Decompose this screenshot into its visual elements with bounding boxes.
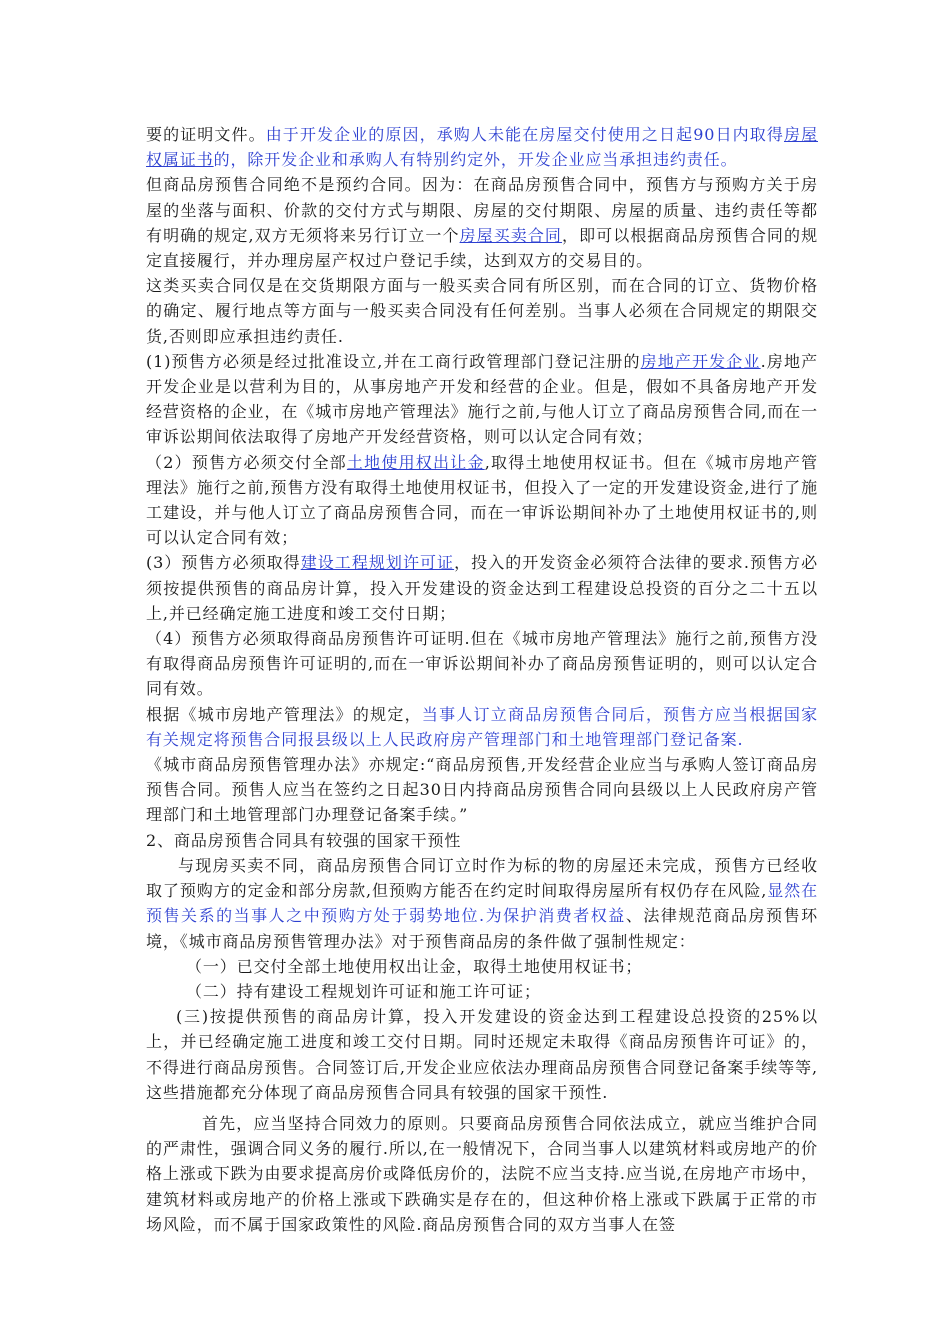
text: 、法律规范商品房预售环境，《城市商品房预售管理办法》对于预售商品房的条件做了强制性规定：: [146, 906, 818, 951]
highlighted-text: 当事人订立商品房预售合同后，预售方应当根据国家有关规定将预售合同报县级以上人民政府房产管理部门和土地管理部门登记备案.: [146, 704, 818, 749]
text: 与现房买卖不同，商品房预售合同订立时作为标的物的房屋还未完成，预售方已经收取了预购方的定金和部分房款,但预购方能否在约定时间取得房屋所有权仍存在风险,: [146, 855, 818, 901]
paragraph-9: 《城市商品房预售管理办法》亦规定:“商品房预售,开发经营企业应当与承购人签订商品房预售合同。预售人应当在签约之日起30日内持商品房预售合同向县级以上人民政府房产管理部门和土地管理部门办理登记备案手续。”: [146, 755, 818, 825]
paragraph-8: [146, 702, 818, 752]
paragraph-7: （4）预售方必须取得商品房预售许可证明.但在《城市房地产管理法》施行之前,预售方没有取得商品房预售许可证明的,而在一审诉讼期间补办了商品房预售证明的，则可以认定合同有效。: [146, 629, 818, 699]
paragraph-6: [146, 550, 818, 626]
link-real-estate-developer[interactable]: 房地产开发企业: [640, 351, 761, 371]
link-planning-permit[interactable]: 建设工程规划许可证: [300, 553, 455, 573]
highlighted-text: 由于开发企业的原因，承购人未能在房屋交付使用之日起90日内取得: [265, 125, 784, 144]
paragraph-5: [146, 450, 818, 551]
list-item-3: (三)按提供预售的商品房计算，投入开发建设的资金达到工程建设总投资的25%以上，并已经确定施工进度和竣工交付日期。同时还规定未取得《商品房预售许可证》的，不得进行商品房预售。合同签订后,开发企业应依法办理商品房预售合同登记备案手续等等,这些措施都充分体现了商品房预售合同具有较强的国家干预性.: [146, 1007, 818, 1102]
paragraph-11: [146, 853, 818, 954]
text: (1)预售方必须是经过批准设立,并在工商行政管理部门登记注册的: [146, 351, 641, 371]
text: 要的证明文件。: [146, 125, 266, 144]
text: ，即可以根据商品房预售合同的规定直接履行，并办理房屋产权过户登记手续，达到双方的交易目的。: [146, 225, 818, 271]
paragraph-2: [146, 172, 818, 273]
paragraph-3: 这类买卖合同仅是在交货期限方面与一般买卖合同有所区别，而在合同的订立、货物价格的确定、履行地点等方面与一般买卖合同没有任何差别。当事人必须在合同规定的期限交货,否则即应承担违约责任.: [146, 276, 818, 346]
list-item-1: （一）已交付全部土地使用权出让金，取得土地使用权证书；: [186, 956, 643, 976]
link-land-transfer-fee[interactable]: 土地使用权出让金: [346, 452, 485, 472]
paragraph-15: 首先，应当坚持合同效力的原则。只要商品房预售合同依法成立，就应当维护合同的严肃性，强调合同义务的履行.所以,在一般情况下，合同当事人以建筑材料或房地产的价格上涨或下跌为由要求提高房价或降低房价的，法院不应当支持.应当说,在房地产市场中，建筑材料或房地产的价格上涨或下跌确实是存在的，但这种价格上涨或下跌属于正常的市场风险，而不属于国家政策性的风险.商品房预售合同的双方当事人在签: [146, 1113, 818, 1234]
link-house-sale-contract[interactable]: 房屋买卖合同: [459, 225, 563, 245]
text: （2）预售方必须交付全部: [146, 452, 347, 472]
list-item-2: （二）持有建设工程规划许可证和施工许可证；: [186, 981, 541, 1001]
text: ,取得土地使用权证书。但在《城市房地产管理法》施行之前,预售方没有取得土地使用权证书，但投入了一定的开发建设资金,进行了施工建设，并与他人订立了商品房预售合同，而在一审诉讼期间补办了土地使用权证书的,则可以认定合同有效；: [146, 452, 819, 548]
paragraph-4: [146, 349, 818, 450]
highlighted-text: 的，除开发企业和承购人有特别约定外，开发企业应当承担违约责任。: [213, 150, 738, 170]
section-heading: 2、商品房预售合同具有较强的国家干预性: [146, 830, 462, 850]
text: ，投入的开发资金必须符合法律的要求.预售方必须按提供预售的商品房计算，投入开发建设的资金达到工程建设总投资的百分之二十五以上,并已经确定施工进度和竣工交付日期；: [146, 553, 818, 623]
text: .房地产开发企业是以营利为目的，从事房地产开发和经营的企业。但是，假如不具备房地产开发经营资格的企业，在《城市房地产管理法》施行之前,与他人订立了商品房预售合同,而在一审诉讼期间依法取得了房地产开发经营资格，则可以认定合同有效；: [146, 351, 818, 447]
highlighted-text: 显然在预售关系的当事人之中预购方处于弱势地位.为保护消费者权益: [146, 881, 819, 926]
paragraph-1: [146, 122, 818, 172]
text: 根据《城市房地产管理法》的规定，: [146, 704, 422, 724]
document-page: [146, 122, 818, 1237]
text: 但商品房预售合同绝不是预约合同。因为：在商品房预售合同中，预售方与预购方关于房屋的坐落与面积、价款的交付方式与期限、房屋的交付期限、房屋的质量、违约责任等都有明确的规定,双方无须将来另行订立一个: [146, 175, 818, 245]
link-property-certificate[interactable]: 房屋权属证书: [146, 125, 818, 170]
text: (3）预售方必须取得: [146, 553, 301, 573]
